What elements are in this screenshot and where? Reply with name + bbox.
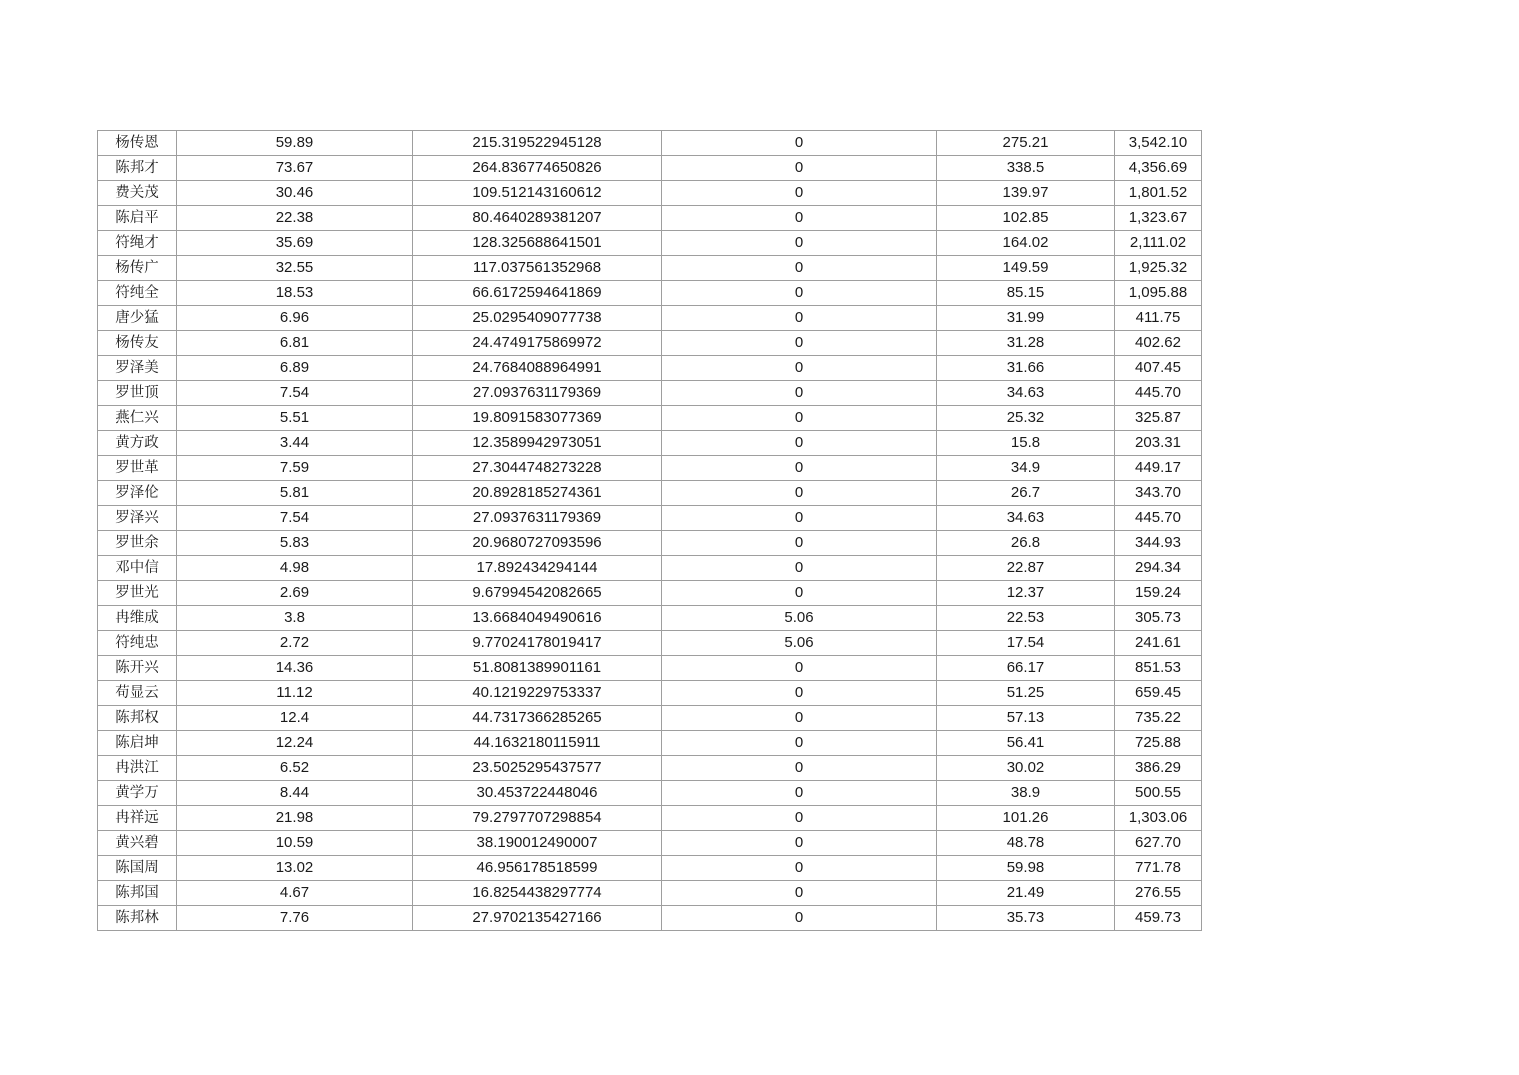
name-cell: 罗世革 — [98, 456, 177, 481]
table-row — [98, 706, 1202, 731]
name-cell: 唐少猛 — [98, 306, 177, 331]
value-cell-4: 101.26 — [937, 806, 1115, 831]
value-cell-1: 6.52 — [177, 756, 413, 781]
value-cell-1: 7.54 — [177, 381, 413, 406]
name-cell: 罗泽兴 — [98, 506, 177, 531]
amount-cell: 241.61 — [1115, 631, 1202, 656]
table-row — [98, 256, 1202, 281]
value-cell-4: 22.87 — [937, 556, 1115, 581]
name-cell: 罗世光 — [98, 581, 177, 606]
value-cell-4: 38.9 — [937, 781, 1115, 806]
amount-cell: 159.24 — [1115, 581, 1202, 606]
amount-cell: 627.70 — [1115, 831, 1202, 856]
table-row — [98, 856, 1202, 881]
value-cell-3: 0 — [662, 256, 937, 281]
amount-cell: 771.78 — [1115, 856, 1202, 881]
value-cell-4: 164.02 — [937, 231, 1115, 256]
value-cell-2: 79.2797707298854 — [413, 806, 662, 831]
amount-cell: 659.45 — [1115, 681, 1202, 706]
value-cell-4: 85.15 — [937, 281, 1115, 306]
value-cell-3: 0 — [662, 331, 937, 356]
table-row — [98, 206, 1202, 231]
value-cell-3: 0 — [662, 306, 937, 331]
value-cell-2: 24.7684088964991 — [413, 356, 662, 381]
value-cell-4: 34.63 — [937, 506, 1115, 531]
table-body — [98, 131, 1202, 931]
value-cell-3: 0 — [662, 856, 937, 881]
value-cell-3: 0 — [662, 406, 937, 431]
value-cell-1: 8.44 — [177, 781, 413, 806]
value-cell-3: 0 — [662, 706, 937, 731]
name-cell: 冉洪江 — [98, 756, 177, 781]
value-cell-1: 7.54 — [177, 506, 413, 531]
value-cell-3: 0 — [662, 681, 937, 706]
value-cell-3: 0 — [662, 781, 937, 806]
value-cell-3: 0 — [662, 506, 937, 531]
value-cell-1: 10.59 — [177, 831, 413, 856]
table-row — [98, 431, 1202, 456]
value-cell-4: 48.78 — [937, 831, 1115, 856]
value-cell-2: 13.6684049490616 — [413, 606, 662, 631]
amount-cell: 500.55 — [1115, 781, 1202, 806]
value-cell-4: 17.54 — [937, 631, 1115, 656]
name-cell: 黄学万 — [98, 781, 177, 806]
value-cell-2: 12.3589942973051 — [413, 431, 662, 456]
name-cell: 符纯全 — [98, 281, 177, 306]
name-cell: 陈开兴 — [98, 656, 177, 681]
value-cell-2: 20.9680727093596 — [413, 531, 662, 556]
value-cell-3: 0 — [662, 531, 937, 556]
table-row — [98, 881, 1202, 906]
amount-cell: 407.45 — [1115, 356, 1202, 381]
value-cell-4: 102.85 — [937, 206, 1115, 231]
name-cell: 陈邦才 — [98, 156, 177, 181]
value-cell-1: 59.89 — [177, 131, 413, 156]
table-row — [98, 681, 1202, 706]
value-cell-2: 27.3044748273228 — [413, 456, 662, 481]
value-cell-4: 275.21 — [937, 131, 1115, 156]
data-table — [97, 130, 1202, 931]
value-cell-1: 6.96 — [177, 306, 413, 331]
amount-cell: 1,801.52 — [1115, 181, 1202, 206]
value-cell-4: 31.99 — [937, 306, 1115, 331]
value-cell-2: 215.319522945128 — [413, 131, 662, 156]
value-cell-2: 109.512143160612 — [413, 181, 662, 206]
value-cell-1: 2.69 — [177, 581, 413, 606]
value-cell-1: 73.67 — [177, 156, 413, 181]
amount-cell: 449.17 — [1115, 456, 1202, 481]
table-row — [98, 781, 1202, 806]
amount-cell: 851.53 — [1115, 656, 1202, 681]
value-cell-4: 22.53 — [937, 606, 1115, 631]
name-cell: 陈邦权 — [98, 706, 177, 731]
value-cell-2: 25.0295409077738 — [413, 306, 662, 331]
amount-cell: 1,925.32 — [1115, 256, 1202, 281]
table-row — [98, 906, 1202, 931]
value-cell-4: 31.28 — [937, 331, 1115, 356]
table-row — [98, 481, 1202, 506]
table-row — [98, 331, 1202, 356]
value-cell-3: 0 — [662, 431, 937, 456]
amount-cell: 411.75 — [1115, 306, 1202, 331]
table-row — [98, 556, 1202, 581]
amount-cell: 1,095.88 — [1115, 281, 1202, 306]
value-cell-4: 51.25 — [937, 681, 1115, 706]
table-row — [98, 181, 1202, 206]
amount-cell: 445.70 — [1115, 506, 1202, 531]
value-cell-3: 0 — [662, 206, 937, 231]
value-cell-1: 13.02 — [177, 856, 413, 881]
amount-cell: 294.34 — [1115, 556, 1202, 581]
name-cell: 罗世余 — [98, 531, 177, 556]
table-row — [98, 656, 1202, 681]
table-row — [98, 831, 1202, 856]
value-cell-4: 15.8 — [937, 431, 1115, 456]
value-cell-3: 0 — [662, 756, 937, 781]
name-cell: 罗世顶 — [98, 381, 177, 406]
value-cell-4: 21.49 — [937, 881, 1115, 906]
value-cell-1: 11.12 — [177, 681, 413, 706]
value-cell-1: 35.69 — [177, 231, 413, 256]
value-cell-3: 0 — [662, 481, 937, 506]
value-cell-4: 25.32 — [937, 406, 1115, 431]
value-cell-3: 0 — [662, 456, 937, 481]
value-cell-1: 18.53 — [177, 281, 413, 306]
amount-cell: 725.88 — [1115, 731, 1202, 756]
amount-cell: 3,542.10 — [1115, 131, 1202, 156]
table-row — [98, 606, 1202, 631]
value-cell-4: 34.63 — [937, 381, 1115, 406]
name-cell: 苟显云 — [98, 681, 177, 706]
value-cell-2: 66.6172594641869 — [413, 281, 662, 306]
table-row — [98, 406, 1202, 431]
amount-cell: 735.22 — [1115, 706, 1202, 731]
table-row — [98, 456, 1202, 481]
value-cell-2: 27.0937631179369 — [413, 506, 662, 531]
table-row — [98, 381, 1202, 406]
value-cell-2: 19.8091583077369 — [413, 406, 662, 431]
name-cell: 陈邦林 — [98, 906, 177, 931]
amount-cell: 4,356.69 — [1115, 156, 1202, 181]
value-cell-2: 20.8928185274361 — [413, 481, 662, 506]
value-cell-2: 46.956178518599 — [413, 856, 662, 881]
value-cell-2: 27.0937631179369 — [413, 381, 662, 406]
value-cell-4: 66.17 — [937, 656, 1115, 681]
amount-cell: 2,111.02 — [1115, 231, 1202, 256]
value-cell-1: 12.4 — [177, 706, 413, 731]
value-cell-1: 2.72 — [177, 631, 413, 656]
value-cell-2: 9.77024178019417 — [413, 631, 662, 656]
value-cell-1: 5.51 — [177, 406, 413, 431]
name-cell: 杨传恩 — [98, 131, 177, 156]
value-cell-4: 57.13 — [937, 706, 1115, 731]
table-row — [98, 731, 1202, 756]
value-cell-1: 7.59 — [177, 456, 413, 481]
value-cell-2: 80.4640289381207 — [413, 206, 662, 231]
value-cell-2: 17.892434294144 — [413, 556, 662, 581]
value-cell-4: 12.37 — [937, 581, 1115, 606]
value-cell-3: 0 — [662, 231, 937, 256]
value-cell-2: 16.8254438297774 — [413, 881, 662, 906]
value-cell-4: 26.7 — [937, 481, 1115, 506]
amount-cell: 305.73 — [1115, 606, 1202, 631]
amount-cell: 344.93 — [1115, 531, 1202, 556]
amount-cell: 1,323.67 — [1115, 206, 1202, 231]
name-cell: 陈启平 — [98, 206, 177, 231]
value-cell-1: 21.98 — [177, 806, 413, 831]
value-cell-3: 0 — [662, 731, 937, 756]
amount-cell: 402.62 — [1115, 331, 1202, 356]
name-cell: 黄方政 — [98, 431, 177, 456]
value-cell-1: 4.98 — [177, 556, 413, 581]
table-row — [98, 281, 1202, 306]
name-cell: 杨传友 — [98, 331, 177, 356]
table-row — [98, 806, 1202, 831]
name-cell: 黄兴碧 — [98, 831, 177, 856]
value-cell-3: 0 — [662, 581, 937, 606]
value-cell-3: 0 — [662, 156, 937, 181]
name-cell: 燕仁兴 — [98, 406, 177, 431]
value-cell-2: 9.67994542082665 — [413, 581, 662, 606]
value-cell-4: 30.02 — [937, 756, 1115, 781]
value-cell-2: 51.8081389901161 — [413, 656, 662, 681]
value-cell-1: 6.81 — [177, 331, 413, 356]
value-cell-1: 32.55 — [177, 256, 413, 281]
value-cell-2: 38.190012490007 — [413, 831, 662, 856]
table-row — [98, 356, 1202, 381]
value-cell-4: 338.5 — [937, 156, 1115, 181]
name-cell: 罗泽伦 — [98, 481, 177, 506]
value-cell-2: 264.836774650826 — [413, 156, 662, 181]
name-cell: 冉维成 — [98, 606, 177, 631]
name-cell: 陈邦国 — [98, 881, 177, 906]
amount-cell: 203.31 — [1115, 431, 1202, 456]
name-cell: 陈启坤 — [98, 731, 177, 756]
value-cell-1: 4.67 — [177, 881, 413, 906]
amount-cell: 445.70 — [1115, 381, 1202, 406]
value-cell-1: 3.8 — [177, 606, 413, 631]
value-cell-1: 12.24 — [177, 731, 413, 756]
name-cell: 冉祥远 — [98, 806, 177, 831]
value-cell-4: 59.98 — [937, 856, 1115, 881]
value-cell-2: 27.9702135427166 — [413, 906, 662, 931]
value-cell-4: 139.97 — [937, 181, 1115, 206]
value-cell-2: 30.453722448046 — [413, 781, 662, 806]
value-cell-3: 0 — [662, 356, 937, 381]
table-row — [98, 531, 1202, 556]
value-cell-2: 117.037561352968 — [413, 256, 662, 281]
value-cell-3: 0 — [662, 656, 937, 681]
name-cell: 符绳才 — [98, 231, 177, 256]
value-cell-3: 0 — [662, 281, 937, 306]
amount-cell: 1,303.06 — [1115, 806, 1202, 831]
value-cell-1: 14.36 — [177, 656, 413, 681]
value-cell-3: 0 — [662, 131, 937, 156]
table-row — [98, 506, 1202, 531]
value-cell-2: 24.4749175869972 — [413, 331, 662, 356]
table-row — [98, 581, 1202, 606]
value-cell-3: 0 — [662, 906, 937, 931]
value-cell-3: 0 — [662, 381, 937, 406]
value-cell-1: 7.76 — [177, 906, 413, 931]
table-row — [98, 306, 1202, 331]
value-cell-4: 34.9 — [937, 456, 1115, 481]
value-cell-3: 0 — [662, 806, 937, 831]
value-cell-3: 0 — [662, 556, 937, 581]
amount-cell: 325.87 — [1115, 406, 1202, 431]
table-row — [98, 756, 1202, 781]
value-cell-3: 0 — [662, 181, 937, 206]
amount-cell: 459.73 — [1115, 906, 1202, 931]
amount-cell: 276.55 — [1115, 881, 1202, 906]
name-cell: 邓中信 — [98, 556, 177, 581]
table-row — [98, 156, 1202, 181]
value-cell-2: 128.325688641501 — [413, 231, 662, 256]
value-cell-1: 22.38 — [177, 206, 413, 231]
value-cell-4: 35.73 — [937, 906, 1115, 931]
table-row — [98, 231, 1202, 256]
value-cell-4: 149.59 — [937, 256, 1115, 281]
name-cell: 费关茂 — [98, 181, 177, 206]
value-cell-3: 5.06 — [662, 606, 937, 631]
value-cell-3: 0 — [662, 831, 937, 856]
value-cell-4: 56.41 — [937, 731, 1115, 756]
value-cell-4: 31.66 — [937, 356, 1115, 381]
amount-cell: 343.70 — [1115, 481, 1202, 506]
value-cell-1: 3.44 — [177, 431, 413, 456]
table-row — [98, 631, 1202, 656]
name-cell: 杨传广 — [98, 256, 177, 281]
value-cell-1: 30.46 — [177, 181, 413, 206]
value-cell-2: 44.1632180115911 — [413, 731, 662, 756]
value-cell-2: 40.1219229753337 — [413, 681, 662, 706]
value-cell-3: 0 — [662, 881, 937, 906]
value-cell-4: 26.8 — [937, 531, 1115, 556]
name-cell: 罗泽美 — [98, 356, 177, 381]
value-cell-1: 5.83 — [177, 531, 413, 556]
name-cell: 陈国周 — [98, 856, 177, 881]
table-row — [98, 131, 1202, 156]
amount-cell: 386.29 — [1115, 756, 1202, 781]
value-cell-3: 5.06 — [662, 631, 937, 656]
name-cell: 符纯忠 — [98, 631, 177, 656]
value-cell-2: 44.7317366285265 — [413, 706, 662, 731]
value-cell-2: 23.5025295437577 — [413, 756, 662, 781]
value-cell-1: 6.89 — [177, 356, 413, 381]
value-cell-1: 5.81 — [177, 481, 413, 506]
